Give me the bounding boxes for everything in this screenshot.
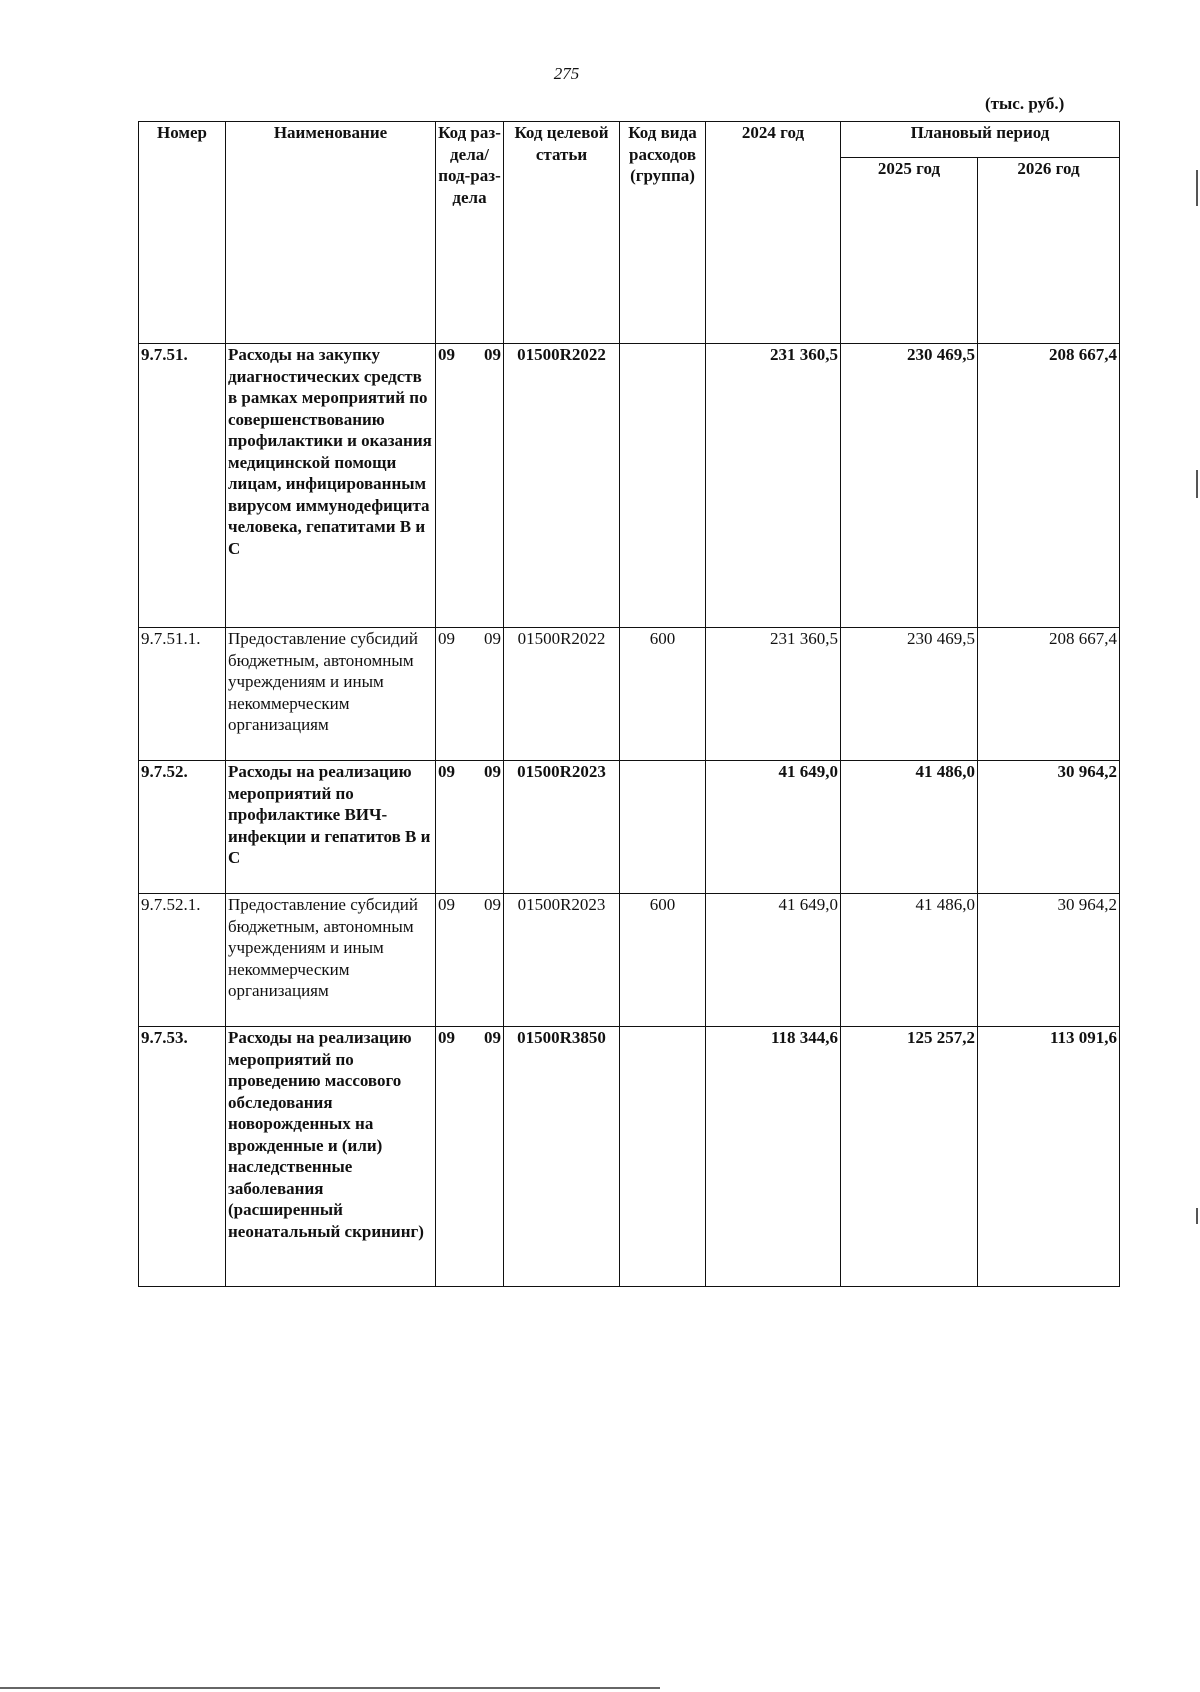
header-expense-type: Код вида расходов (группа)	[620, 122, 706, 344]
row-section-code	[436, 1027, 504, 1287]
row-section: 09	[438, 762, 455, 781]
row-expense-type: 600	[620, 894, 706, 1027]
row-amount-2026: 30 964,2	[978, 761, 1120, 894]
row-amount-2025: 41 486,0	[841, 894, 978, 1027]
row-target-code: 01500R2023	[504, 761, 620, 894]
row-amount-2026: 30 964,2	[978, 894, 1120, 1027]
row-expense-type	[620, 344, 706, 628]
row-amount-2024: 231 360,5	[706, 344, 841, 628]
row-amount-2025: 230 469,5	[841, 344, 978, 628]
row-amount-2024: 41 649,0	[706, 894, 841, 1027]
row-number: 9.7.52.1.	[139, 894, 226, 1027]
row-expense-type	[620, 1027, 706, 1287]
row-amount-2026: 208 667,4	[978, 344, 1120, 628]
table-row	[139, 344, 1120, 628]
row-amount-2024: 41 649,0	[706, 761, 841, 894]
row-name: Расходы на реализацию мероприятий по профилактике ВИЧ-инфекции и гепатитов В и С	[226, 761, 436, 894]
header-target-code-text: Код целевой статьи	[514, 123, 609, 164]
table-row	[139, 628, 1120, 761]
header-year-2024: 2024 год	[706, 122, 841, 344]
row-target-code: 01500R2022	[504, 628, 620, 761]
row-section-code	[436, 761, 504, 894]
row-subsection: 09	[484, 629, 501, 648]
table-row	[139, 894, 1120, 1027]
units-label: (тыс. руб.)	[985, 94, 1065, 113]
header-target-code	[504, 122, 620, 344]
row-section-code	[436, 894, 504, 1027]
header-row-1	[139, 122, 1120, 158]
row-amount-2024: 118 344,6	[706, 1027, 841, 1287]
row-section: 09	[438, 629, 455, 648]
row-amount-2025: 41 486,0	[841, 761, 978, 894]
header-section-code	[436, 122, 504, 344]
row-section-code	[436, 344, 504, 628]
row-amount-2026: 113 091,6	[978, 1027, 1120, 1287]
row-subsection: 09	[484, 345, 501, 364]
row-expense-type: 600	[620, 628, 706, 761]
scan-edge-mark	[1196, 1208, 1198, 1224]
table-body	[139, 344, 1120, 1287]
header-number: Номер	[139, 122, 226, 344]
row-target-code: 01500R2023	[504, 894, 620, 1027]
header-section-code-text: Код раз-дела/ под-раз-дела	[438, 123, 501, 207]
row-section-code	[436, 628, 504, 761]
row-number: 9.7.51.	[139, 344, 226, 628]
scan-edge-mark	[1196, 170, 1198, 206]
row-name: Предоставление субсидий бюджетным, автономным учреждениям и иным некоммерческим организациям	[226, 894, 436, 1027]
scan-edge-mark	[1196, 470, 1198, 498]
row-number: 9.7.51.1.	[139, 628, 226, 761]
row-name: Расходы на закупку диагностических средств в рамках мероприятий по совершенствованию профилактики и оказания медицинской помощи лицам, инфицированным вирусом иммунодефицита человека, гепатитами В и С	[226, 344, 436, 628]
row-target-code: 01500R2022	[504, 344, 620, 628]
table-row	[139, 1027, 1120, 1287]
row-subsection: 09	[484, 1028, 501, 1047]
row-amount-2025: 125 257,2	[841, 1027, 978, 1287]
row-section: 09	[438, 345, 455, 364]
row-amount-2026: 208 667,4	[978, 628, 1120, 761]
header-name: Наименование	[226, 122, 436, 344]
row-section: 09	[438, 1028, 455, 1047]
row-name: Предоставление субсидий бюджетным, автономным учреждениям и иным некоммерческим организациям	[226, 628, 436, 761]
row-name: Расходы на реализацию мероприятий по проведению массового обследования новорожденных на врожденные и (или) наследственные заболевания (расширенный неонатальный скрининг)	[226, 1027, 436, 1287]
row-subsection: 09	[484, 762, 501, 781]
header-planned-period: Плановый период	[841, 122, 1120, 158]
row-number: 9.7.52.	[139, 761, 226, 894]
row-subsection: 09	[484, 895, 501, 914]
row-target-code: 01500R3850	[504, 1027, 620, 1287]
row-expense-type	[620, 761, 706, 894]
header-year-2025: 2025 год	[841, 158, 978, 344]
row-section: 09	[438, 895, 455, 914]
scan-bottom-rule	[0, 1687, 660, 1689]
row-number: 9.7.53.	[139, 1027, 226, 1287]
header-year-2026: 2026 год	[978, 158, 1120, 344]
budget-table	[138, 121, 1120, 1287]
table-row	[139, 761, 1120, 894]
row-amount-2024: 231 360,5	[706, 628, 841, 761]
row-amount-2025: 230 469,5	[841, 628, 978, 761]
page-number: 275	[553, 64, 580, 83]
